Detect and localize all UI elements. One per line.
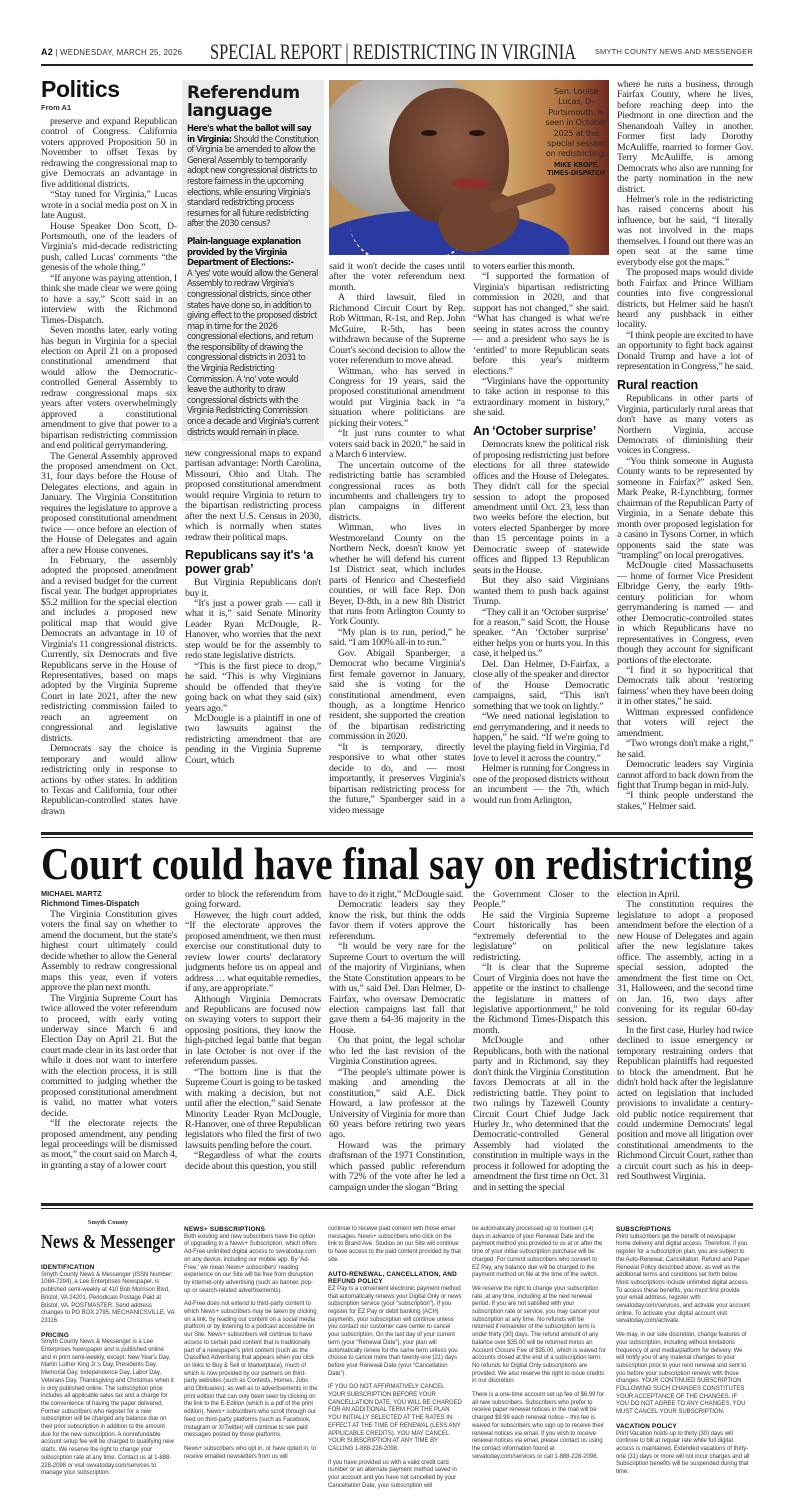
article-paragraph: “It would be very rare for the Supreme Court to overturn the will of the majority of Virginians, when the State Constitution appears to be with us,” said Del. Dan Helmer, D-Fairfax, who oversaw Democratic election campaigns last fall that gave them a 64-36 majority in the House. (329, 941, 465, 1036)
footer-rule-bottom (41, 1208, 753, 1209)
logo-small-text: Smyth County (87, 1219, 129, 1226)
article-paragraph: “I supported the formation of Virginia's bipartisan redistricting commission in 2020, and that support has not changed,” she said. “What has changed is what we're seeing in states across the country — and a president who says he is ‘entitled’ to more Republican seats before this year's midterm elections.” (473, 271, 609, 377)
policy-paragraph: There is a one-time account set up fee of $6.99 for all new subscribers. Subscribers who prefer to receive paper renewal notices in the mail will be charged $9.99 each renewal notice – this fee is waived for subscribers who sign up to receive their renewal notices via email. If you wish to receive renewal notices via email, please contact us using the contact information found at swvatoday.com/services or call 1-888-228-2098. (472, 1392, 604, 1460)
article-paragraph: “I think people are excited to have an opportunity to fight back against Donald Trump and have a lot of representation in Congress,” he said. (617, 329, 753, 373)
article-paragraph: “You think someone in Augusta County wants to be represented by someone in Fairfax?” asked Sen. Mark Peake, R-Lynchburg, former chairman of the Republican Party of Virginia, in a Senate debate this month over proposed legislation for a casino in Tysons Corner, in which opponents said the state was “trampling” on local prerogatives. (617, 455, 753, 561)
ballot-language (187, 123, 319, 229)
caption-text: Sen. Louise Lucas, D-Portsmouth, is seen in October 2025 at the special session on redistricting. (545, 86, 607, 159)
paper-name: SMYTH COUNTY NEWS AND MESSENGER (594, 47, 753, 56)
double-rule-top (41, 832, 753, 835)
author: MICHAEL MARTZ (41, 889, 102, 898)
explanation (187, 236, 319, 437)
page-number: A2 (41, 47, 53, 57)
newspaper-logo: News & Messenger (41, 1231, 175, 1253)
story-column-1 (41, 117, 177, 821)
policy-paragraph: be automatically processed up to fourteen (14) days in advance of your Renewal Date and the payment method you provided to us at or after the time of your initial subscription purchase will be charged. For current subscribers who convert to EZ Pay, any balance due will be charged to the payment method on file at the time of the switch. (472, 1226, 603, 1279)
article-paragraph: Democratic leaders say they know the risk, but think the odds favor them if voters approve the referendum. (329, 899, 465, 942)
author-outlet: Richmond Times-Dispatch (41, 898, 140, 908)
article-paragraph: The uncertain outcome of the redistricting battle has scrambled congressional races as both incumbents and challengers try to plan campaigns in different districts. (329, 459, 465, 523)
story-heading: Politics (41, 76, 120, 102)
article-paragraph: Republicans in other parts of Virginia, particularly rural areas that don't have as many voters as Northern Virginia, accuse Democrats of diminishing their voices in Congress. (617, 393, 753, 457)
section-subhead: AUTO-RENEWAL, CANCELLATION, AND REFUND POLICY (328, 1270, 457, 1286)
article-paragraph: Democrats say the choice is temporary and would allow redistricting only in response to actions by other states. In addition to Texas and California, four other Republican-controlled states have drawn (41, 743, 177, 817)
article-paragraph: “I find it so hypocritical that Democrats talk about ‘restoring fairness’ when they have been doing it in other states,” he said. (617, 664, 753, 708)
article-paragraph: said it won't decide the cases until after the voter referendum next month. (329, 262, 465, 293)
photo-caption (543, 86, 609, 177)
article-paragraph: In the first case, Hurley had twice declined to issue emergency or temporary restraining orders that Republican plaintiffs had requested to block the amendment. But he didn't hold back after the legislature acted on legislation that included provisions to invalidate a century-old public notice requirement that could undermine Democrats' legal position and move all litigation over constitutional amendments to the Richmond Circuit Court, rather than a circuit court such as his in deep-red Southwest Virginia. (617, 1024, 753, 1183)
article-paragraph: “It is clear that the Supreme Court of Virginia does not have the appetite or the instinct to challenge the legislature in matters of legislative apportionment,” he told the Richmond Times-Dispatch this month. (473, 962, 609, 1036)
policy-paragraph: We may, in our sole discretion, change features of your subscription, including without limitations frequency of and media/platform for delivery. We will notify you of any material changes to your subscription prior to your next renewal and sent to you before your subscription renews with those changes. YOUR CONTINUED SUBSCRIPTION FOLLOWING SUCH CHANGES CONSTITUTES YOUR ACCEPTANCE OF THE CHANGES. IF YOU DO NOT AGREE TO ANY CHANGES, YOU MUST CANCEL YOUR SUBSCRIPTION. (616, 1332, 747, 1416)
article-paragraph: “Regardless of what the courts decide about this question, you still (185, 1150, 321, 1172)
article-paragraph: “This is the first piece to drop,” he said. “This is why Virginians should be offended that they're going back on what they said (six) years ago.” (185, 660, 321, 714)
court-column-5 (617, 890, 753, 1197)
photo-eye (421, 130, 437, 136)
photo-eye (469, 130, 485, 136)
headline: Court could have final say on redistricting (41, 838, 753, 889)
policy-paragraph: Smyth County News & Messenger is a Lee Enterprises Newspaper and is published online and in print semi-weekly, except: New Year's Day, Martin Luther King Jr.'s Day, Presidents Day, Memorial Day, Independence Day, Labor Day, Veterans Day, Thanksgiving and Christmas when it is only published online. The subscription price includes all applicable sales tax and a charge for the convenience of having the paper delivered. Former subscribers who register for a new subscription will be charged any balance due on their prior subscription in addition to the amount due for the new subscription. A nonrefundable account setup fee will be charged to qualifying new starts. We reserve the right to change your subscription rate at any time. Contact us at 1-888-228-2098 or visit swvatoday.com/services to manage your subscription. (41, 1339, 174, 1477)
section-subhead: VACATION POLICY (616, 1422, 677, 1430)
footer-subscriptions (616, 1226, 750, 1504)
article-paragraph: Although Virginia Democrats and Republicans are focused now on swaying voters to support their opposing positions, they know the high-pitched legal battle that began in late October is not over if the referendum passes. (185, 993, 321, 1068)
article-paragraph: Wittman, who has served in Congress for 19 years, said the proposed constitutional amendment would put Virginia back in “a situation where politicians are picking their voters.” (329, 365, 465, 429)
policy-paragraph: We reserve the right to change your subscription rate, at any time, including at the next renewal period. If you are not satisfied with your subscription rate or service, you may cancel your subscription at any time. No refunds will be returned if remainder of the subscription term is under thirty (30) days. The refund amount of any balance over $35.00 will be returned minus an Account Closure Fee of $35.00, which is waived for accounts closed at the end of a subscription term. No refunds for Digital Only subscriptions are provided. We also reserve the right to issue credits in our discretion. (472, 1285, 606, 1385)
article-paragraph: Helmer's role in the redistricting has raised concerns about his influence, but he said, “I literally was not involved in the maps themselves. I found out there was an open seat at the same time everybody else got the maps.” (617, 193, 753, 268)
article-paragraph: “If the electorate rejects the proposed amendment, any pending legal proceedings will be dismissed as moot,” the court said on March 4, in granting a stay of a lower court (41, 1118, 177, 1171)
article-paragraph: election in April. (617, 890, 680, 900)
article-paragraph: “Virginians have the opportunity to take action in response to this extraordinary moment in history,” she said. (473, 375, 609, 419)
article-paragraph: “I think people understand the stakes,” Helmer said. (617, 790, 753, 812)
article-paragraph: Howard was the primary draftsman of the 1971 Constitution, which passed public referendum with 72% of the vote after he led a campaign under the slogan “Bring (329, 1139, 465, 1193)
jump-line: From A1 (41, 103, 72, 112)
footer-rates (472, 1226, 606, 1504)
explanation-text: A 'yes' vote would allow the General Assembly to redraw Virginia's congressional districts, since other states have done so, in addition to giving effect to the proposed district map in time for the 2026 congressional elections, and return the responsibility of drawing the congressional districts in 2031 to the Virginia Redistricting Commission. A 'no' vote would leave the authority to draw congressional districts with the Virginia Redistricting Commission once a decade and Virginia's current districts would remain in place. (187, 267, 319, 437)
article-paragraph: have to do it right,” McDougle said. (329, 890, 464, 900)
section-subhead: SUBSCRIPTIONS (616, 1226, 672, 1233)
article-paragraph: “It is temporary, directly responsive to what other states decide to do, and — most importantly, it preserves Virginia's bipartisan redistricting process for the future,” Spanberger said in a video message (329, 741, 465, 816)
article-paragraph: where he runs a business, through Fairfax County, where he lives, before reaching deep into the Piedmont in one direction and the Shenandoah Valley in another. Former first lady Dorothy McAuliffe, married to former Gov. Terry McAuliffe, is among Democrats who also are running for the party nomination in the new district. (617, 80, 753, 195)
article-paragraph: “Stay tuned for Virginia,” Lucas wrote in a social media post on X in late August. (41, 189, 177, 222)
policy-paragraph: EZ Pay is a convenient electronic payment method that automatically renews your Digital Only or news subscription service (your “subscription”). If you register for EZ Pay or debit banking (ACH) payments, your subscription will continue unless you contact our customer care center to cancel your subscription. On the last day of your current term (your “Renewal Date”), your plan will automatically renew for the same term unless you choose to cancel more than twenty-one (21) days before your Renewal Date (your “Cancellation Date”). (328, 1285, 462, 1377)
article-paragraph: McDougle and other Republicans, both with the national party and in Richmond, say they don't think the Virginia Constitution favors Democrats at all in the redistricting battle. They point to two rulings by Tazewell County Circuit Court Chief Judge Jack Hurley Jr., who determined that the Democratic-controlled General Assembly had violated the constitution in multiple ways in the process it followed for adopting the amendment the first time on Oct. 31 and in setting the special (473, 1035, 609, 1193)
article-paragraph: Del. Dan Helmer, D-Fairfax, a close ally of the speaker and director of the House Democratic campaigns, said, “This isn't something that we took on lightly.” (473, 658, 609, 712)
ballot-label: Here's what the ballot will say in Virginia: (187, 123, 312, 144)
story-column-4 (473, 262, 609, 821)
article-paragraph: The constitution requires the legislature to adopt a proposed amendment before the election of a new House of Delegates and again after the new legislature takes office. The assembly, acting in a special session, adopted the amendment the first time on Oct. 31, Halloween, and the second time on Jan. 16, two days after convening for its regular 60-day session. (617, 899, 753, 1026)
section-subhead: Rural reaction (617, 377, 698, 392)
article-paragraph: Wittman expressed confidence that voters will reject the amendment. (617, 706, 753, 739)
issue-date: WEDNESDAY, MARCH 25, 2026 (60, 48, 183, 57)
footer-rule-top (41, 1203, 753, 1206)
article-paragraph: “It's just a power grab — call it what it is,” said Senate Minority Leader Ryan McDougle, R-Hanover, who worries that the next step would be for the assembly to redo state legislative districts. (185, 597, 321, 662)
article-paragraph: The Virginia Supreme Court has twice allowed the voter referendum to proceed, with early voting underway since March 6 and Election Day on April 21. But the court made clear in its last order that while it does not want to interfere with the election process, it is still committed to judging whether the proposed constitutional amendment is valid, no matter what voters decide. (41, 992, 177, 1119)
article-paragraph: House Speaker Don Scott, D-Portsmouth, one of the leaders of Virginia's mid-decade redistricting push, called Lucas' comments “the genesis of the whole thing.” (41, 220, 177, 274)
photo-lips (451, 178, 489, 189)
lucas-photo (329, 80, 609, 255)
story-column-5 (617, 80, 753, 821)
section-subhead: NEWS+ SUBSCRIPTIONS (184, 1226, 266, 1233)
footer-news-plus (184, 1226, 318, 1504)
court-column-3 (329, 890, 465, 1197)
article-paragraph: On that point, the legal scholar who led the last revision of the Virginia Constitution agrees. (329, 1035, 465, 1068)
footer-auto-renewal (328, 1226, 462, 1504)
article-paragraph: Helmer is running for Congress in one of the proposed districts without an incumbent — the 7th, which would run from Arlington, (473, 763, 609, 806)
article-paragraph: The proposed maps would divide both Fairfax and Prince William counties into five congressional districts, but Helmer said he hasn't heard any pushback in either locality. (617, 267, 753, 331)
policy-paragraph: Ad-Free does not extend to third-party content to which News+ subscribers may be taken by clicking on a link, by reading our content on a social media platform or by listening to a podcast accessible on our Site. News+ subscribers will continue to have access to certain paid content that is traditionally part of a newspaper's print content (such as the Classified Advertising that appears when you click on links to Buy & Sell or Marketplace), much of which is now provided by our partners on third-party websites (such as Contests, Homes, Jobs and Obituaries), as well as to advertisements in the print edition that can only been seen by clicking on the link to the E-Edition (which is a pdf of the print edition). News+ subscribers who scroll through our feed on third-party platforms (such as Facebook, Instagram or X/Twitter) will continue to see paid messages posted by those platforms. (184, 1301, 318, 1439)
article-paragraph: But they also said Virginians wanted them to push back against Trump. (473, 575, 609, 608)
referendum-sidebar (182, 80, 324, 441)
byline (41, 889, 177, 908)
policy-paragraph: continue to receive paid content with those email messages. News+ subscribers who click on the link to Brand Ave. Studios on our Site will continue to have access to the paid content provided by that site. (328, 1226, 461, 1263)
article-paragraph: A third lawsuit, filed in Richmond Circuit Court by Rep. Rob Wittman, R-1st, and Rep. John McGuire, R-5th, has been withdrawn because of the Supreme Court's second decision to allow the voter referendum to move ahead. (329, 292, 465, 367)
court-column-1 (41, 910, 177, 1197)
policy-paragraph: Print subscribers get the benefit of newspaper home delivery and digital access. Therefore, if you register for a subscription plan, you are subject to the Auto-Renewal, Cancellation, Refund and Paper Renewal Policy described above, as well as the additional terms and conditions set forth below. Most subscriptions include unlimited digital access. To access these benefits, you must first provide your email address, register with swvatoday.com/services, and activate your account online. To activate your digital account visit swvatoday.com/activate. (616, 1233, 750, 1325)
article-paragraph: new congressional maps to expand partisan advantage: North Carolina, Missouri, Ohio and Utah. The proposed constitutional amendment would require Virginia to return to the bipartisan redistricting process after the next U.S. Census in 2030, which is normally when states redraw their political maps. (185, 449, 321, 543)
policy-paragraph: Print Vacation holds up to thirty (30) days will continue to bill at regular rate while full digital access is maintained. Extended vacations of thirty-one (31) days or more will not incur charges and all Subscription benefits will be suspended during that time. (616, 1430, 750, 1476)
policy-paragraph: Both existing and new subscribers have the option of upgrading to a News+ Subscription, which offers Ad-Free unlimited digital access to swvatoday.com on any device, including our mobile app. By 'Ad-Free,' we mean News+ subscribers' reading experience on our Site will be free from disruption by internet-only advertising (such as banner, pop-up or search-related advertisements). (184, 1233, 317, 1294)
article-paragraph: “If anyone was paying attention, I think she made clear we were going to have a say,” Scott said in an interview with the Richmond Times-Dispatch. (41, 272, 177, 326)
page-folio: A2 | WEDNESDAY, MARCH 25, 2026 (41, 47, 183, 57)
article-paragraph: He said the Virginia Supreme Court historically has been “extremely deferential to the legislature” on political redistricting. (473, 909, 609, 963)
ballot-text: Should the Constitution of Virginia be amended to allow the General Assembly to temporarily adopt new congressional districts to restore fairness in the upcoming elections, while ensuring Virginia's standard redistricting process resumes for all future redistricting after the 2030 census? (187, 133, 319, 229)
article-paragraph: to voters earlier this month. (473, 262, 575, 272)
section-title: SPECIAL REPORT | REDISTRICTING IN VIRGINIA (210, 39, 576, 64)
article-paragraph: “The bottom line is that the Supreme Court is going to be tasked with making a decision, but not until after the election,” said Senate Minority Leader Ryan McDougle, R-Hanover, one of three Republican legislators who filed the first of two lawsuits pending before the court. (185, 1066, 321, 1151)
court-column-4 (473, 890, 609, 1197)
article-paragraph: Gov. Abigail Spanberger, a Democrat who became Virginia's first female governor in January, said she is voting for the constitutional amendment, even though, as a longtime Henrico resident, she supported the creation of the bipartisan redistricting commission in 2020. (329, 647, 465, 743)
article-paragraph: “My plan is to run, period,” he said. “I am 100% all-in to run.” (329, 626, 465, 649)
article-paragraph: “We need national legislation to end gerrymandering, and it needs to happen,” he said. “If we're going to level the playing field in Virginia, I'd love to level it across the country.” (473, 711, 609, 764)
article-paragraph: the Government Closer to the People.” (473, 890, 609, 911)
article-paragraph: Democratic leaders say Virginia cannot afford to back down from the fight that Trump began in mid-July. (617, 759, 753, 791)
article-paragraph: Wittman, who lives in Westmoreland County on the Northern Neck, doesn't know yet whether he will defend his current 1st District seat, which includes parts of Henrico and Chesterfield counties, or will face Rep. Don Beyer, D-8th, in a new 8th District that runs from Arlington County to York County. (329, 522, 465, 628)
section-subhead: PRICING (41, 1331, 70, 1339)
story-column-2 (185, 449, 321, 821)
explanation-label: Plain-language explanation provided by the Virginia Department of Elections:- (187, 235, 301, 268)
article-paragraph: However, the high court added, “If the electorate approves the proposed amendment, we then must exercise our constitutional duty to review lower courts' declaratory judgments before us on appeal and address … what equitable remedies, if any, are appropriate.” (185, 909, 321, 995)
article-paragraph: Democrats knew the political risk of proposing redistricting just before elections for all three statewide offices and the House of Delegates. They didn't call for the special session to adopt the proposed amendment until Oct. 23, less than two weeks before the election, but voters elected Spanberger by more than 15 percentage points in a Democratic sweep of statewide offices and flipped 13 Republican seats in the House. (473, 439, 609, 576)
article-paragraph: But Virginia Republicans don't buy it. (185, 577, 321, 599)
article-paragraph: McDougle cited Massachusetts — home of former Vice President Elbridge Gerry, the early 19th-century politician for whom gerrymandering is named — and other Democratic-controlled states in which Republicans have no representatives in Congress, even though they account for significant portions of the electorate. (617, 560, 753, 666)
article-paragraph: The Virginia Constitution gives voters the final say on whether to amend the document, but the state's highest court ultimately could decide whether to allow the General Assembly to redraw congressional maps this year, even if voters approve the plan next month. (41, 910, 177, 994)
policy-paragraph: IF YOU DO NOT AFFIRMATIVELY CANCEL YOUR SUBSCRIPTION BEFORE YOUR CANCELLATION DATE, YOU WILL BE CHARGED FOR AN ADDITIONAL TERM FOR THE PLAN YOU INITIALLY SELECTED AT THE RATES IN EFFECT AT THE TIME OF RENEWAL (LESS ANY APPLICABLE CREDITS). YOU MAY CANCEL YOUR SUBSCRIPTION AT ANY TIME BY CALLING 1-888-228-2098. (328, 1384, 462, 1452)
policy-paragraph: If you have provided us with a valid credit card number or an alternate payment method saved in your account and you have not cancelled by your Cancellation Date, your subscription will (328, 1459, 457, 1489)
photo-credit: MIKE KROPF, TIMES-DISPATCH (547, 160, 605, 177)
article-paragraph: order to block the referendum from going forward. (185, 890, 321, 911)
header-rule (41, 64, 753, 66)
section-subhead: An ‘October surprise’ (473, 423, 597, 438)
court-column-2 (185, 890, 321, 1197)
section-subhead: Republicans say it's ‘a power grab’ (185, 548, 314, 576)
article-paragraph: In February, the assembly adopted the proposed amendment and a revised budget for the current fiscal year. The budget appropriates $5.2 million for the special election and includes a proposed new political map that would give Democrats an advantage in 10 of Virginia's 11 congressional districts. Currently, six Democrats and five Republicans serve in the House of Representatives, based on maps adopted by the Virginia Supreme Court in late 2021, after the new redistricting commission failed to reach an agreement on congressional and legislative districts. (41, 555, 177, 744)
policy-paragraph: Smyth County News & Messenger (ISSN Number: 1084-7294), a Lee Enterprises Newspaper, is published semi-weekly at 410 Bob Morrison Blvd, Bristol, VA 24201. Periodicals Postage Paid at Bristol, VA. POSTMASTER: Send address changes to PO BOX 2795, MECHANICSVILLE, VA 23116. (41, 1271, 175, 1324)
footer-identification-pricing (41, 1264, 175, 1504)
article-paragraph: “They call it an ‘October surprise’ for a reason,” said Scott, the House speaker. “An ‘October surprise’ either helps you or hurts you. In this case, it helped us.” (473, 606, 609, 660)
article-paragraph: “It just runs counter to what voters said back in 2020,” he said in a March 6 interview. (329, 428, 465, 461)
article-paragraph: “Two wrongs don't make a right,” he said. (617, 738, 753, 760)
sidebar-title: Referendum language (187, 83, 300, 121)
policy-paragraph: News+ subscribers who opt in, or have opted in, to receive emailed newsletters from us will (184, 1445, 317, 1460)
article-paragraph: preserve and expand Republican control of Congress. California voters approved Proposition 50 in November to offset Texas by redrawing the congressional map to give Democrats an advantage in five additional districts. (41, 117, 177, 190)
section-subhead: IDENTIFICATION (41, 1264, 95, 1271)
article-paragraph: McDougle is a plaintiff in one of two lawsuits against the redistricting amendment that are pending in the Virginia Supreme Court, which (185, 712, 321, 766)
article-paragraph: Seven months later, early voting has begun in Virginia for a special election on April 21 on a proposed constitutional amendment that would allow the Democratic-controlled General Assembly to redraw congressional maps six years after voters overwhelmingly approved a constitutional amendment to give that power to a bipartisan redistricting commission and end political gerrymandering. (41, 325, 177, 452)
story-column-3 (329, 262, 465, 821)
article-paragraph: “The people's ultimate power is making and amending the constitution,” said A.E. Dick Howard, a law professor at the University of Virginia for more than 60 years before retiring two years ago. (329, 1066, 465, 1141)
article-paragraph: The General Assembly approved the proposed amendment on Oct. 31, four days before the House of Delegates elections, and again in January. The Virginia Constitution requires the legislature to approve a proposed constitutional amendment twice — once before an election of the House of Delegates and again after a new House convenes. (41, 450, 177, 556)
